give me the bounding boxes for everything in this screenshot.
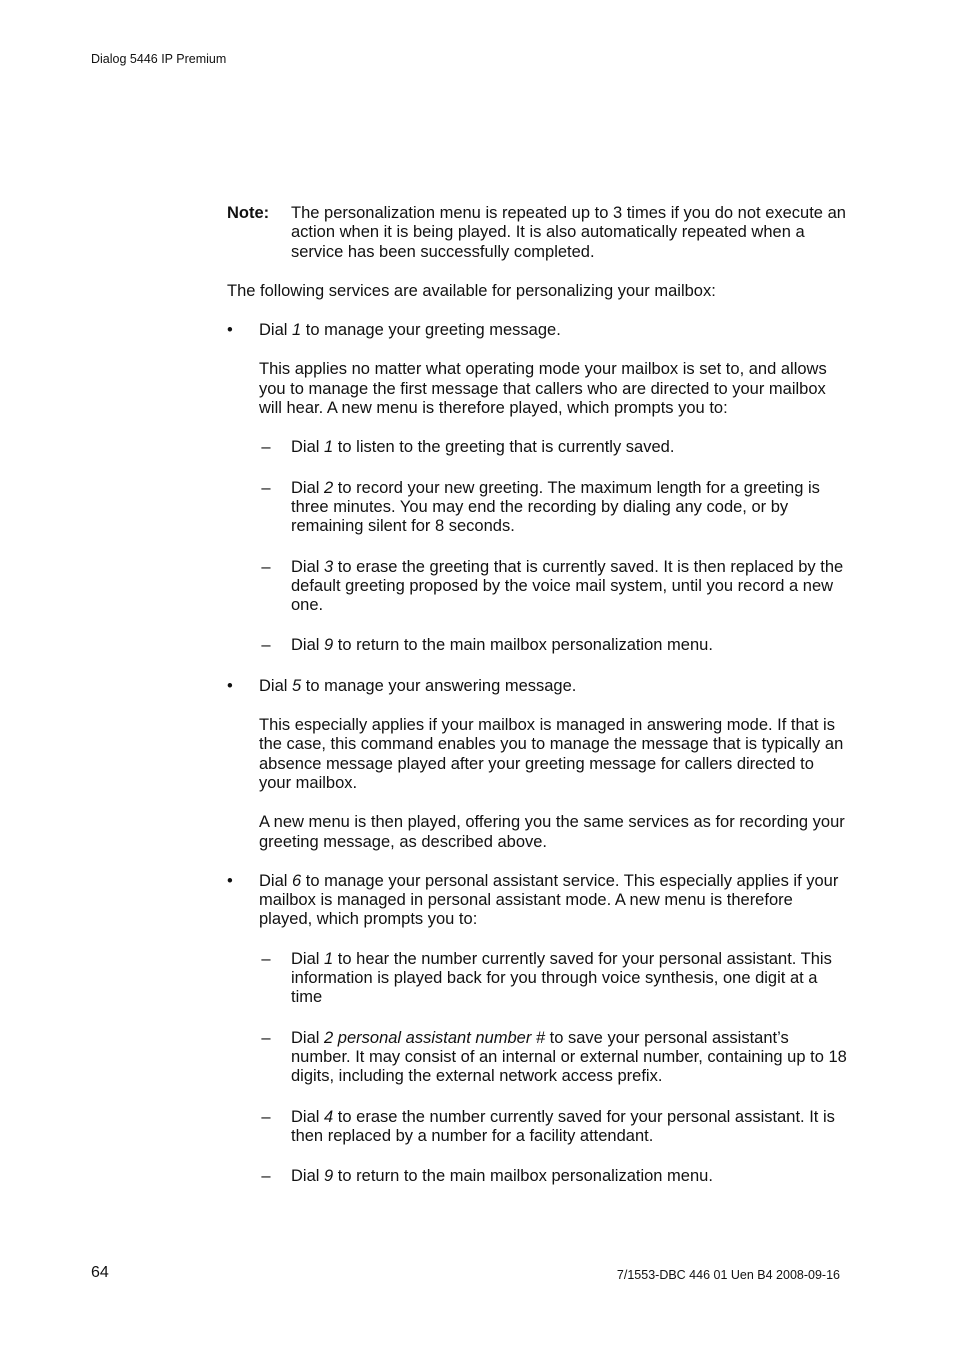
dial-code: 9 bbox=[324, 636, 334, 655]
dial-description: to erase the greeting that is currently saved. It is then replaced by the default greeting proposed by the voice mail system, until you record a new one. bbox=[291, 557, 844, 615]
dash-icon: – bbox=[261, 1028, 271, 1047]
note-label: Note: bbox=[227, 204, 270, 222]
document-id: 7/1553-DBC 446 01 Uen B4 2008-09-16 bbox=[616, 1268, 840, 1282]
dial-word: Dial bbox=[291, 1167, 320, 1186]
dial-description: to manage your answering message. bbox=[301, 676, 577, 695]
dial-code: 1 bbox=[324, 949, 334, 968]
dash-icon: – bbox=[261, 1107, 271, 1126]
dial-description: to hear the number currently saved for your personal assistant. This information is played back for you through voice synthesis, one digit at a time bbox=[291, 949, 832, 1007]
dial-code: 2 bbox=[324, 478, 334, 497]
dash-icon: – bbox=[261, 557, 271, 576]
sub-item bbox=[259, 1029, 847, 1087]
dash-icon: – bbox=[261, 478, 271, 497]
sub-list bbox=[227, 438, 847, 655]
running-header: Dialog 5446 IP Premium bbox=[91, 52, 227, 66]
dial-word: Dial bbox=[291, 438, 320, 457]
dial-word: Dial bbox=[291, 949, 320, 968]
note-block bbox=[227, 204, 847, 262]
page-number: 64 bbox=[91, 1264, 109, 1281]
dial-code: 4 bbox=[324, 1107, 334, 1126]
main-content bbox=[227, 204, 847, 1207]
dial-word: Dial bbox=[259, 321, 288, 340]
dial-description: to return to the main mailbox personalization menu. bbox=[333, 636, 713, 655]
bullet-icon: • bbox=[227, 321, 233, 340]
dial-word: Dial bbox=[291, 1107, 320, 1126]
bullet-item bbox=[227, 677, 847, 696]
dial-description: to manage your personal assistant service. This especially applies if your mailbox is managed in personal assistant mode. A new menu is therefore played, which prompts you to: bbox=[259, 871, 839, 929]
sub-list bbox=[227, 950, 847, 1187]
dial-word: Dial bbox=[291, 557, 320, 576]
dash-icon: – bbox=[261, 1167, 271, 1186]
dial-word: Dial bbox=[291, 636, 320, 655]
note-text: The personalization menu is repeated up to 3 times if you do not execute an action when it is being played. It is also automatically repeated when a service has been successfully completed. bbox=[291, 204, 846, 261]
dial-description: to return to the main mailbox personalization menu. bbox=[333, 1167, 713, 1186]
dial-code: 2 personal assistant number # bbox=[324, 1028, 546, 1047]
bullet-item bbox=[227, 872, 847, 930]
dial-code: 5 bbox=[292, 676, 302, 695]
dial-code: 3 bbox=[324, 557, 334, 576]
dial-description: to erase the number currently saved for your personal assistant. It is then replaced by a number for a facility attendant. bbox=[291, 1107, 835, 1145]
sub-item bbox=[259, 636, 847, 655]
bullet-icon: • bbox=[227, 676, 233, 695]
bullet-paragraph: This applies no matter what operating mode your mailbox is set to, and allows you to manage the first message that callers who are directed to your mailbox will hear. A new menu is therefore played, which prompts you to: bbox=[259, 360, 827, 418]
dial-description: to save your personal assistant’s number. It may consist of an internal or external number, containing up to 18 digits, including the external network access prefix. bbox=[291, 1028, 847, 1086]
dial-code: 1 bbox=[324, 438, 334, 457]
dial-description: to record your new greeting. The maximum length for a greeting is three minutes. You may end the recording by dialing any code, or by remaining silent for 8 seconds. bbox=[291, 478, 820, 536]
bullet-paragraph: A new menu is then played, offering you the same services as for recording your greeting message, as described above. bbox=[259, 813, 845, 851]
sub-item bbox=[259, 1167, 847, 1186]
dial-word: Dial bbox=[291, 1028, 320, 1047]
dash-icon: – bbox=[261, 636, 271, 655]
sub-item bbox=[259, 438, 847, 457]
services-list bbox=[227, 321, 847, 1186]
dial-code: 6 bbox=[292, 871, 302, 890]
intro-paragraph: The following services are available for personalizing your mailbox: bbox=[227, 281, 716, 300]
bullet-item bbox=[227, 321, 847, 340]
bullet-icon: • bbox=[227, 871, 233, 890]
dial-code: 9 bbox=[324, 1167, 334, 1186]
dash-icon: – bbox=[261, 438, 271, 457]
dial-description: to listen to the greeting that is currently saved. bbox=[333, 438, 675, 457]
sub-item bbox=[259, 950, 847, 1008]
bullet-paragraph: This especially applies if your mailbox is managed in answering mode. If that is the case, this command enables you to manage the message that is typically an absence message played after your greeting message for callers directed to your mailbox. bbox=[259, 716, 844, 792]
dial-description: to manage your greeting message. bbox=[301, 321, 561, 340]
sub-item bbox=[259, 479, 847, 537]
sub-item bbox=[259, 1108, 847, 1147]
dial-word: Dial bbox=[259, 676, 288, 695]
dial-word: Dial bbox=[259, 871, 288, 890]
dial-code: 1 bbox=[292, 321, 302, 340]
sub-item bbox=[259, 558, 847, 616]
dial-word: Dial bbox=[291, 478, 320, 497]
dash-icon: – bbox=[261, 949, 271, 968]
